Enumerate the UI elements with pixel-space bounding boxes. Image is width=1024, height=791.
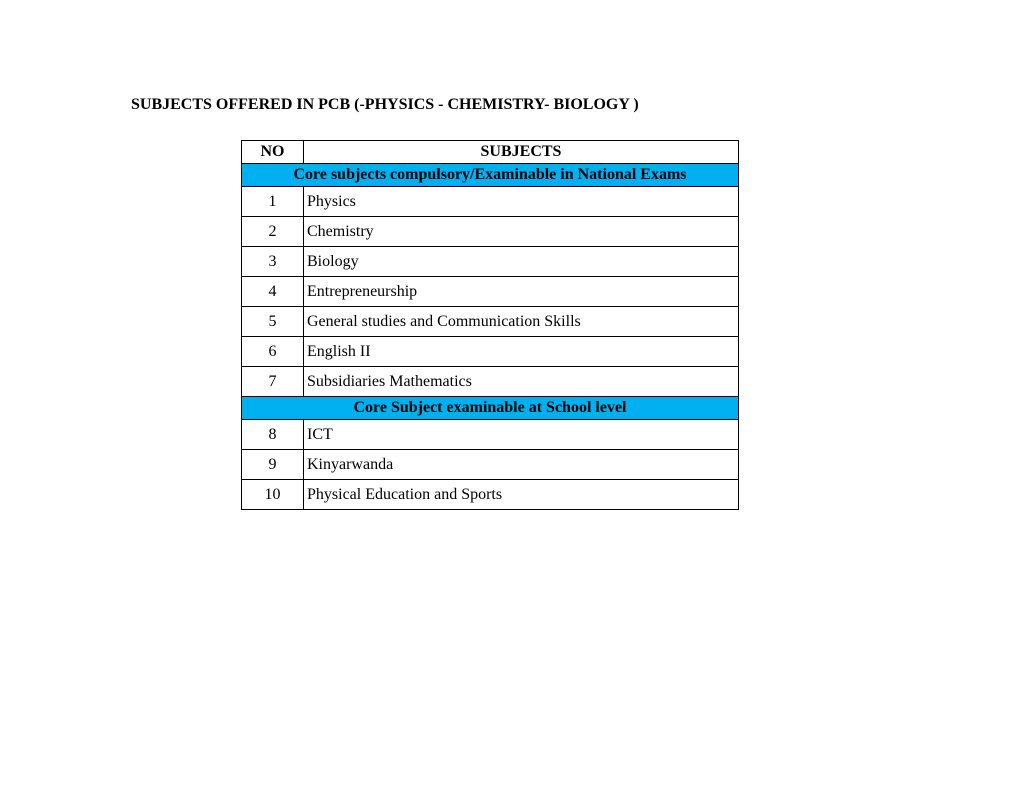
section-label: Core subjects compulsory/Examinable in National Exams [242, 164, 739, 187]
row-number: 6 [242, 337, 304, 367]
header-subjects: SUBJECTS [304, 141, 739, 164]
table-row [242, 187, 739, 217]
row-subject: Chemistry [304, 217, 739, 247]
row-number: 4 [242, 277, 304, 307]
table-row [242, 450, 739, 480]
section-label: Core Subject examinable at School level [242, 397, 739, 420]
table-row [242, 217, 739, 247]
row-number: 7 [242, 367, 304, 397]
row-subject: Biology [304, 247, 739, 277]
row-number: 3 [242, 247, 304, 277]
row-subject: Physical Education and Sports [304, 480, 739, 510]
row-subject: Kinyarwanda [304, 450, 739, 480]
table-row [242, 277, 739, 307]
row-number: 2 [242, 217, 304, 247]
row-subject: ICT [304, 420, 739, 450]
row-number: 9 [242, 450, 304, 480]
table-row [242, 480, 739, 510]
row-subject: English II [304, 337, 739, 367]
row-number: 8 [242, 420, 304, 450]
table-row [242, 307, 739, 337]
row-number: 1 [242, 187, 304, 217]
table-row [242, 247, 739, 277]
table-row [242, 420, 739, 450]
row-subject: Entrepreneurship [304, 277, 739, 307]
row-subject: Subsidiaries Mathematics [304, 367, 739, 397]
row-number: 10 [242, 480, 304, 510]
row-subject: General studies and Communication Skills [304, 307, 739, 337]
section-row-national-exams [242, 164, 739, 187]
page-title: SUBJECTS OFFERED IN PCB (-PHYSICS - CHEMISTRY- BIOLOGY ) [131, 96, 639, 113]
header-no: NO [242, 141, 304, 164]
row-subject: Physics [304, 187, 739, 217]
table-header-row [242, 141, 739, 164]
row-number: 5 [242, 307, 304, 337]
subjects-table [241, 140, 739, 510]
table-row [242, 367, 739, 397]
section-row-school-level [242, 397, 739, 420]
table-row [242, 337, 739, 367]
